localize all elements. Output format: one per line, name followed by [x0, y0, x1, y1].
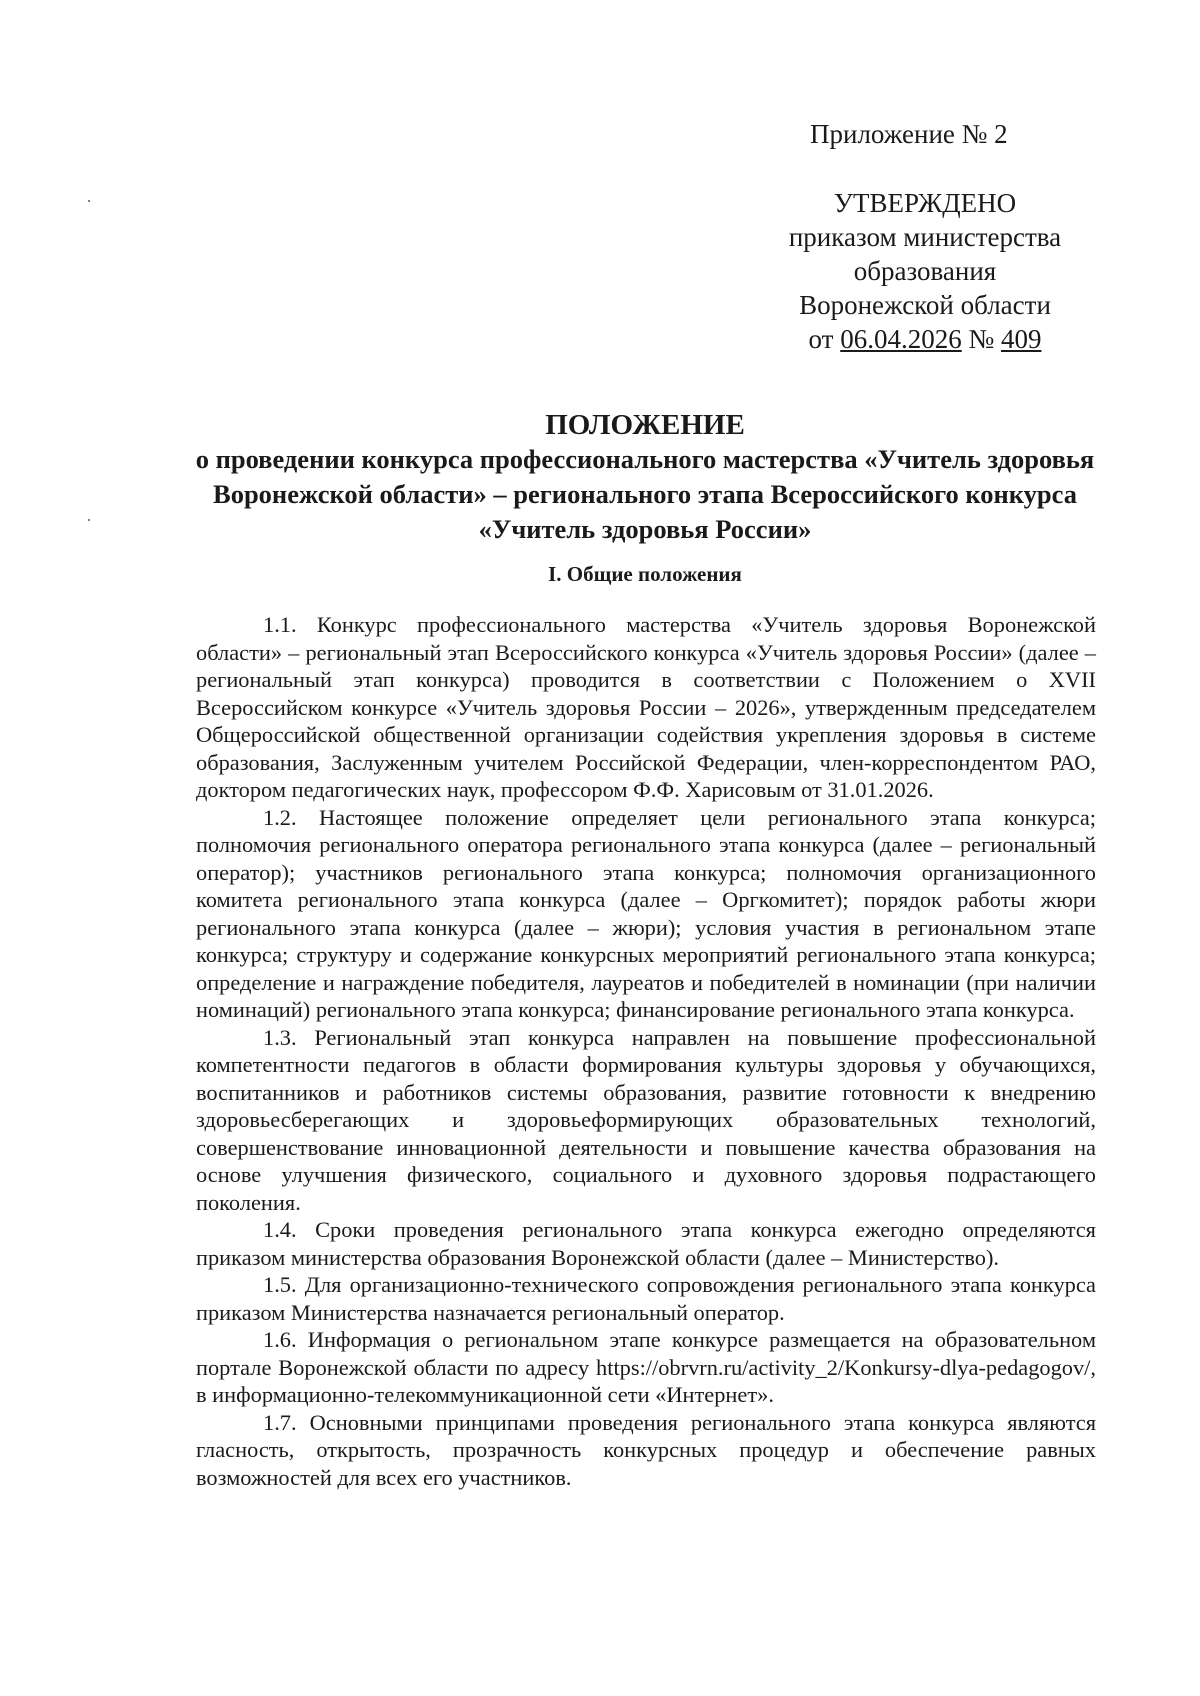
approval-line-3: Воронежской области: [799, 290, 1051, 320]
approval-date-line: [760, 322, 1090, 356]
approval-date: 06.04.2026: [840, 324, 962, 354]
approval-line-1: приказом министерства: [788, 222, 1062, 252]
document-title-block: [190, 408, 1100, 547]
approval-number: 409: [1000, 324, 1042, 354]
paragraph-1-3: 1.3. Региональный этап конкурса направлен на повышение профессиональной компетентности педагогов в области формирования культуры здоровья у обучающихся, воспитанников и работников системы образования, развитие готовности к внедрению здоровьесберегающих и здоровьеформирующих образовательных технологий, совершенствование инновационной деятельности и повышение качества образования на основе улучшения физического, социального и духовного здоровья подрастающего поколения.: [196, 1024, 1096, 1215]
approval-line-2: образования: [853, 256, 997, 286]
annex-label: Приложение № 2: [810, 119, 1008, 149]
paragraph-1-4: 1.4. Сроки проведения регионального этапа конкурса ежегодно определяются приказом министерства образования Воронежской области (далее – Министерство).: [196, 1217, 1096, 1270]
section-body: [196, 611, 1096, 1491]
scan-speck: [88, 519, 90, 521]
document-subtitle: о проведении конкурса профессионального мастерства «Учитель здоровья Воронежской области» – регионального этапа Всероссийского конкурса «Учитель здоровья России»: [195, 444, 1095, 544]
document-title: ПОЛОЖЕНИЕ: [545, 409, 745, 441]
paragraph-1-1: 1.1. Конкурс профессионального мастерства «Учитель здоровья Воронежской области» – региональный этап Всероссийского конкурса «Учитель здоровья России» (далее – региональный этап конкурса) проводится в соответствии с Положением о XVII Всероссийском конкурсе «Учитель здоровья России – 2026», утвержденным председателем Общероссийской общественной организации содействия укрепления здоровья в системе образования, Заслуженным учителем Российской Федерации, член-корреспондентом РАО, доктором педагогических наук, профессором Ф.Ф. Харисовым от 31.01.2026.: [196, 612, 1096, 802]
paragraph-1-7: 1.7. Основными принципами проведения регионального этапа конкурса являются гласность, открытость, прозрачность конкурсных процедур и обеспечение равных возможностей для всех его участников.: [196, 1409, 1096, 1490]
paragraph-1-2: 1.2. Настоящее положение определяет цели регионального этапа конкурса; полномочия регионального оператора регионального этапа конкурса (далее – региональный оператор); участников регионального этапа конкурса; полномочия организационного комитета регионального этапа конкурса (далее – Оргкомитет); порядок работы жюри регионального этапа конкурса (далее – жюри); условия участия в региональном этапе конкурса; структуру и содержание конкурсных мероприятий регионального этапа конкурса; определение и награждение победителя, лауреатов и победителей в номинации (при наличии номинаций) регионального этапа конкурса; финансирование регионального этапа конкурса.: [196, 804, 1096, 1022]
approval-approved: УТВЕРЖДЕНО: [833, 188, 1017, 218]
approval-date-prefix: от: [808, 324, 834, 354]
approval-stamp-block: [760, 186, 1090, 356]
section-heading: I. Общие положения: [548, 562, 742, 586]
paragraph-1-5: 1.5. Для организационно-технического сопровождения регионального этапа конкурса приказом Министерства назначается региональный оператор.: [196, 1272, 1096, 1325]
paragraph-1-6: 1.6. Информация о региональном этапе конкурсе размещается на образовательном портале Воронежской области по адресу https://obrvrn.ru/activity_2/Konkursy-dlya-pedagogov/, в информационно-телекоммуникационной сети «Интернет».: [196, 1327, 1096, 1407]
approval-number-prefix: №: [968, 324, 995, 354]
scan-speck: [88, 200, 90, 202]
